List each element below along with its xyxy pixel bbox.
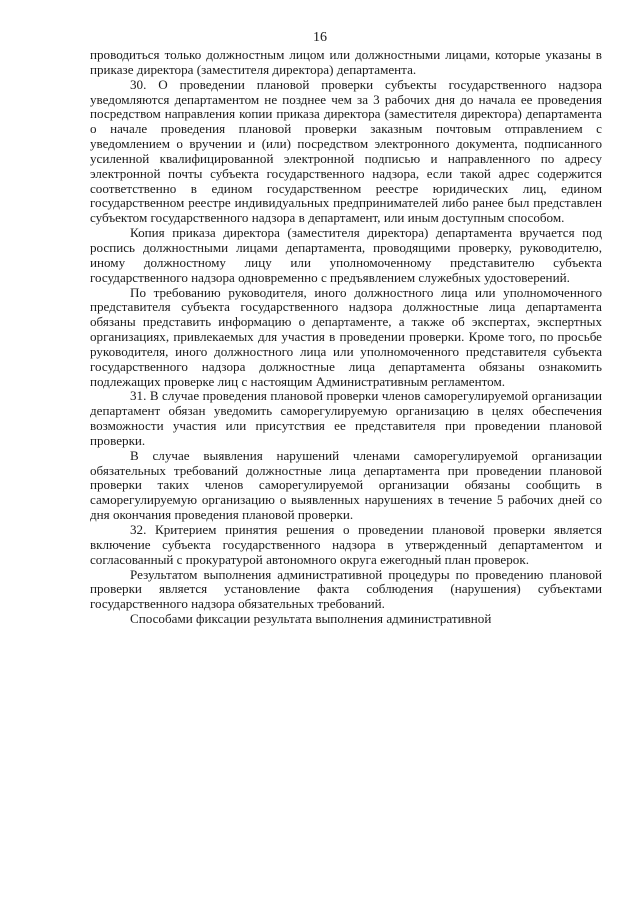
paragraph-order-copy: Копия приказа директора (заместителя директора) департамента вручается под роспись должностными лицами департамента, проводящими проверку, руководителю, иному должностному лицу или уполномоченному представителю субъекта государственного надзора одновременно с предъявлением служебных удостоверений.: [90, 225, 602, 285]
paragraph-31: 31. В случае проведения плановой проверки членов саморегулируемой организации департамент обязан уведомить саморегулируемую организацию в целях обеспечения возможности участия или присутствия ее представителя при проведении плановой проверки.: [90, 388, 602, 448]
page-number: 16: [313, 30, 327, 45]
paragraph-violations: В случае выявления нарушений членами саморегулируемой организации обязательных требований должностные лица департамента при проведении плановой проверки таких членов саморегулируемой организации обязаны сообщить в саморегулируемую организацию о выявленных нарушениях в течение 5 рабочих дней со дня окончания проведения плановой проверки.: [90, 447, 602, 523]
document-body: [90, 48, 602, 627]
paragraph-fixation: Способами фиксации результата выполнения административной: [130, 611, 492, 627]
paragraph-result: Результатом выполнения административной процедуры по проведению плановой проверки является установление факта соблюдения (нарушения) субъектами государственного надзора обязательных требований.: [90, 566, 602, 612]
paragraph-32: 32. Критерием принятия решения о проведении плановой проверки является включение субъекта государственного надзора в утвержденный департаментом и согласованный с прокуратурой автономного округа ежегодный план проверок.: [90, 522, 602, 567]
paragraph-information-request: По требованию руководителя, иного должностного лица или уполномоченного представителя субъекта государственного надзора должностные лица департамента обязаны представить информацию о департаменте, а также об экспертах, экспертных организациях, привлекаемых для участия в проведении проверки. Кроме того, по просьбе руководителя, иного должностного лица или уполномоченного представителя субъекта государственного надзора должностные лица департамента обязаны ознакомить подлежащих проверке лиц с настоящим Административным регламентом.: [90, 284, 602, 389]
paragraph-continuation: проводиться только должностным лицом или должностными лицами, которые указаны в приказе директора (заместителя директора) департамента.: [90, 47, 602, 77]
paragraph-30: 30. О проведении плановой проверки субъекты государственного надзора уведомляются департаментом не позднее чем за 3 рабочих дня до начала ее проведения посредством направления копии приказа директора (заместителя директора) департамента о начале проведения плановой проверки заказным почтовым отправлением с уведомлением о вручении и (или) посредством электронного документа, подписанного усиленной квалифицированной электронной подписью и направленного по адресу электронной почты субъекта государственного надзора, если такой адрес содержится соответственно в едином государственном реестре юридических лиц, едином государственном реестре индивидуальных предпринимателей либо ранее был представлен субъектом государственного надзора в департамент, или иным доступным способом.: [90, 76, 602, 226]
